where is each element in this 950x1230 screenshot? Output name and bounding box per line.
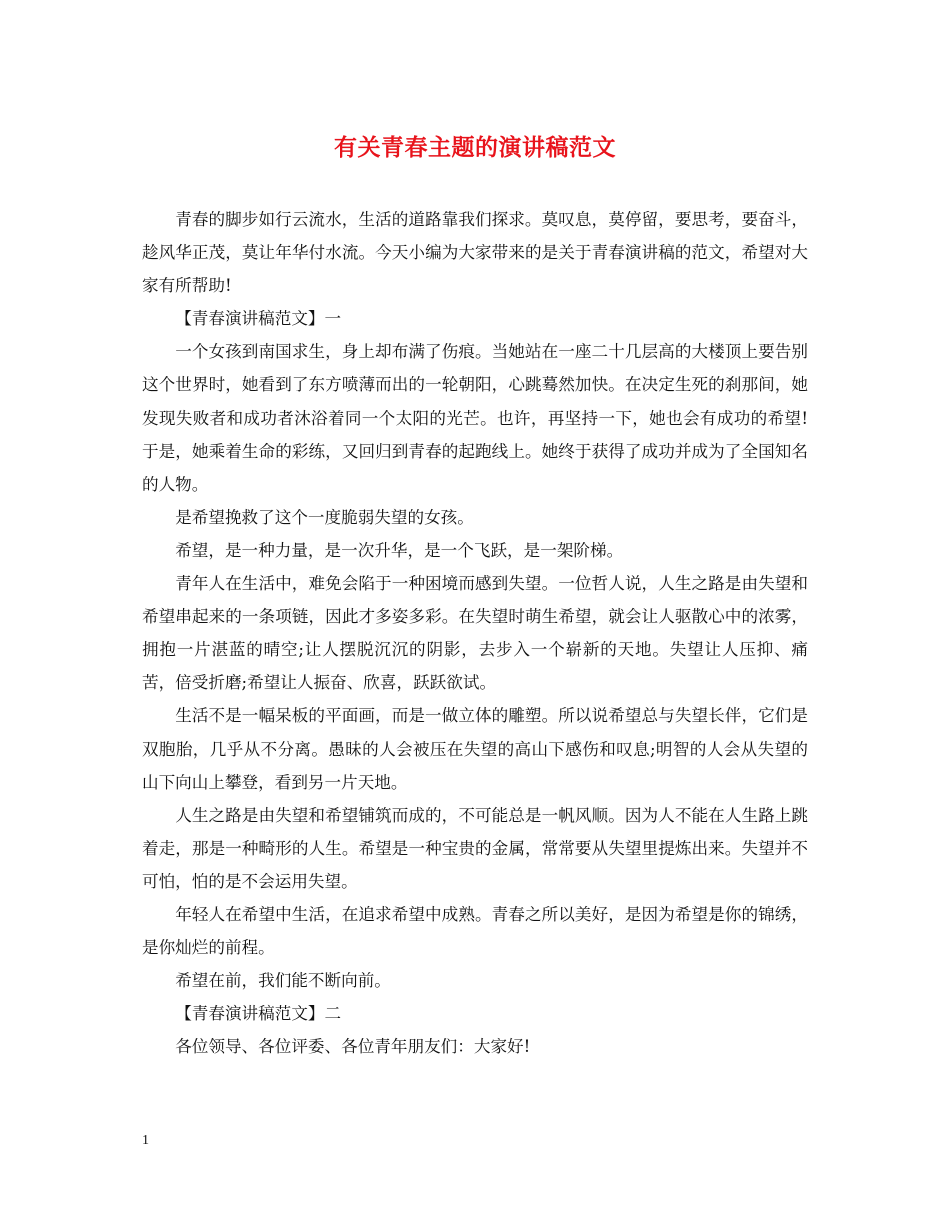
paragraph: 人生之路是由失望和希望铺筑而成的，不可能总是一帆风顺。因为人不能在人生路上跳着走，那是一种畸形的人生。希望是一种宝贵的金属，常常要从失望里提炼出来。失望并不可怕，怕的是不会运用失望。 [142,805,808,891]
document-body [142,203,808,1063]
paragraph: 希望，是一种力量，是一次升华，是一个飞跃，是一架阶梯。 [175,540,624,560]
paragraph: 生活不是一幅呆板的平面画，而是一做立体的雕塑。所以说希望总与失望长伴，它们是双胞胎，几乎从不分离。愚昧的人会被压在失望的高山下感伤和叹息;明智的人会从失望的山下向山上攀登，看到另一片天地。 [142,706,808,792]
page-number: 1 [142,1133,149,1148]
section-heading-two: 【青春演讲稿范文】二 [175,1004,342,1024]
paragraph: 是希望挽救了这个一度脆弱失望的女孩。 [175,507,474,527]
paragraph: 希望在前，我们能不断向前。 [175,971,391,991]
paragraph-greeting: 各位领导、各位评委、各位青年朋友们：大家好! [175,1037,531,1057]
paragraph: 青年人在生活中，难免会陷于一种困境而感到失望。一位哲人说，人生之路是由失望和希望串起来的一条项链，因此才多姿多彩。在失望时萌生希望，就会让人驱散心中的浓雾，拥抱一片湛蓝的晴空;让人摆脱沉沉的阴影，去步入一个崭新的天地。失望让人压抑、痛苦，倍受折磨;希望让人振奋、欣喜，跃跃欲试。 [142,574,808,693]
document-title: 有关青春主题的演讲稿范文 [334,134,616,161]
paragraph: 年轻人在希望中生活，在追求希望中成熟。青春之所以美好，是因为希望是你的锦绣，是你灿烂的前程。 [142,904,808,958]
section-heading-one: 【青春演讲稿范文】一 [175,309,342,329]
paragraph-intro: 青春的脚步如行云流水，生活的道路靠我们探求。莫叹息，莫停留，要思考，要奋斗，趁风华正茂，莫让年华付水流。今天小编为大家带来的是关于青春演讲稿的范文，希望对大家有所帮助! [142,210,808,296]
paragraph: 一个女孩到南国求生，身上却布满了伤痕。当她站在一座二十几层高的大楼顶上要告别这个世界时，她看到了东方喷薄而出的一轮朝阳，心跳蓦然加快。在决定生死的刹那间，她发现失败者和成功者沐浴着同一个太阳的光芒。也许，再坚持一下，她也会有成功的希望!于是，她乘着生命的彩练，又回归到青春的起跑线上。她终于获得了成功并成为了全国知名的人物。 [142,342,808,494]
